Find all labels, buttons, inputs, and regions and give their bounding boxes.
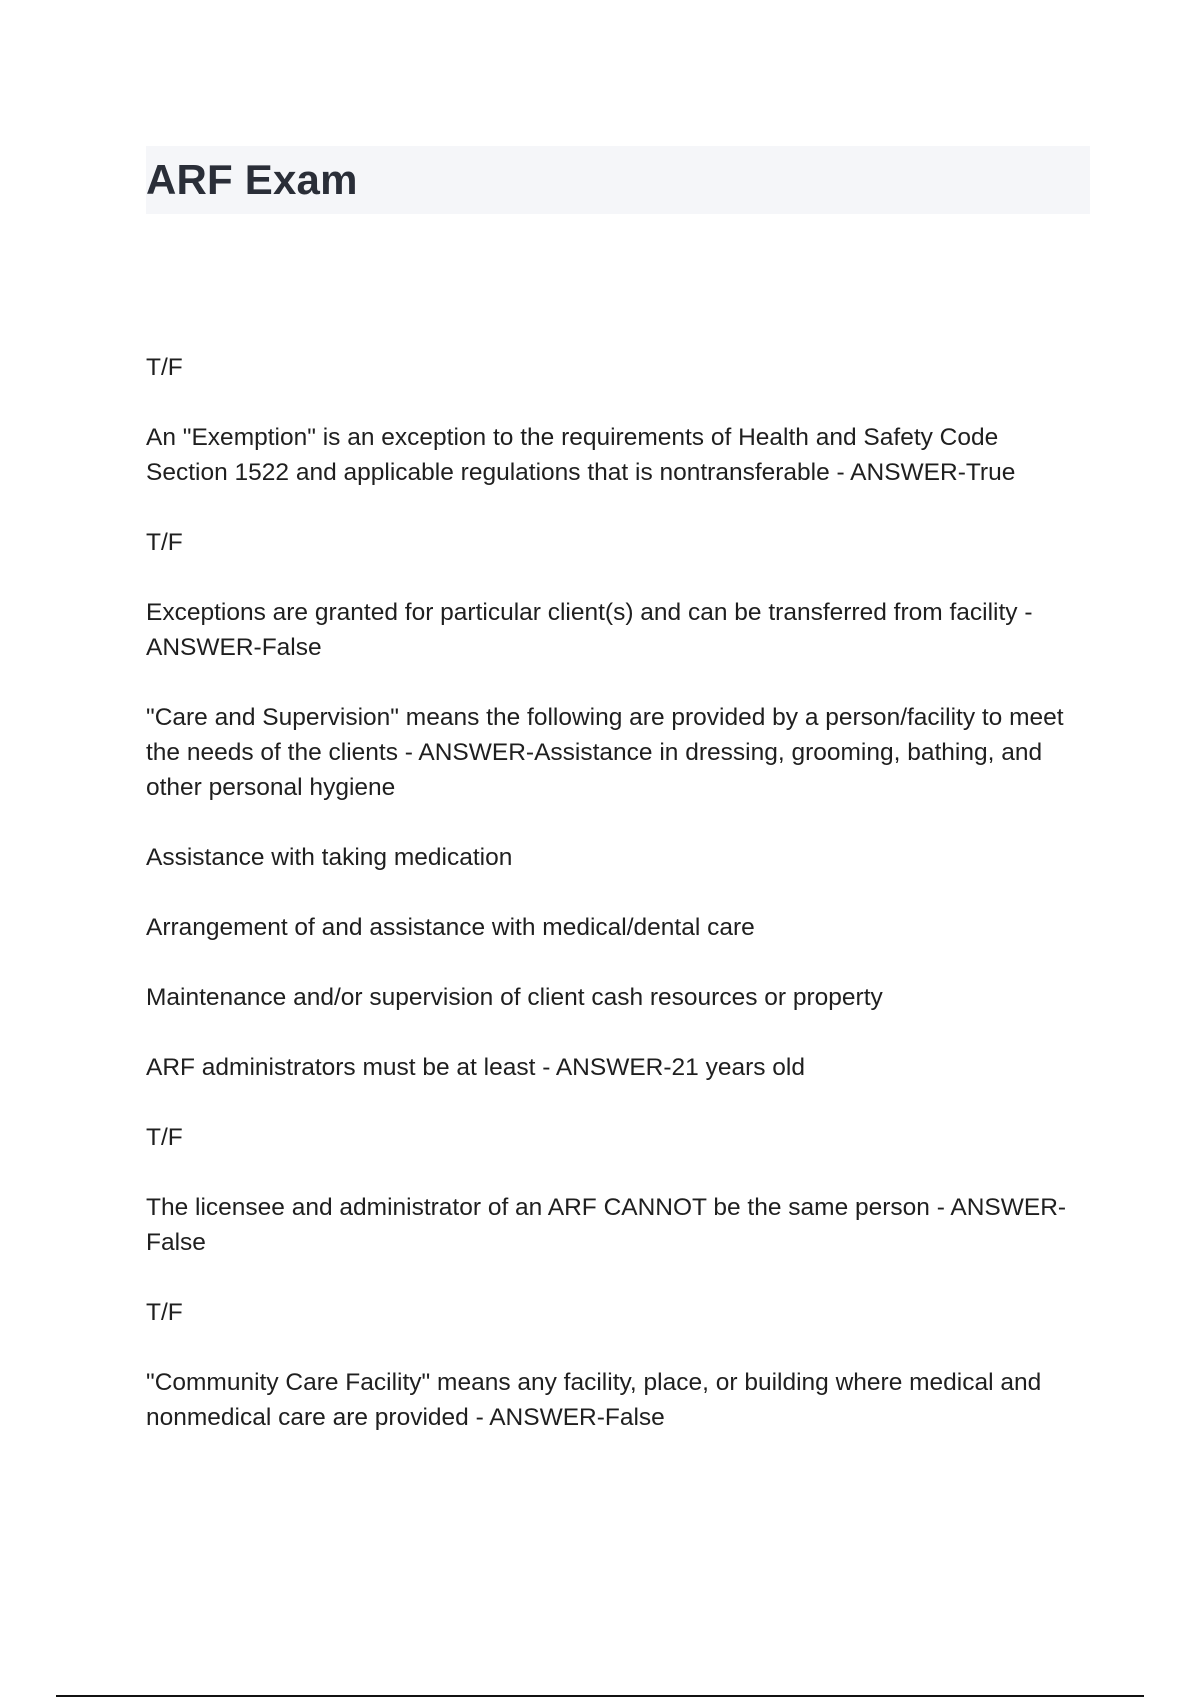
paragraph-community-care: "Community Care Facility" means any facility, place, or building where medical and nonmedical care are provided - ANSWER-False (146, 1369, 1042, 1431)
paragraph-tf-3: T/F (146, 1124, 183, 1151)
paragraph-care-supervision: "Care and Supervision" means the following are provided by a person/facility to meet the needs of the clients - ANSWER-Assistance in dressing, grooming, bathing, and other personal hygiene (146, 704, 1064, 801)
paragraph-licensee: The licensee and administrator of an ARF CANNOT be the same person - ANSWER-False (146, 1194, 1067, 1256)
title-band (146, 146, 1090, 214)
paragraph-tf-1: T/F (146, 354, 183, 381)
paragraph-exemption: An "Exemption" is an exception to the requirements of Health and Safety Code Section 1522 and applicable regulations that is nontransferable - ANSWER-True (146, 424, 1016, 486)
paragraph-exceptions: Exceptions are granted for particular client(s) and can be transferred from facility - ANSWER-False (146, 599, 1033, 661)
paragraph-tf-4: T/F (146, 1299, 183, 1326)
paragraph-medical-dental: Arrangement of and assistance with medical/dental care (146, 914, 755, 941)
paragraph-tf-2: T/F (146, 529, 183, 556)
paragraph-cash-resources: Maintenance and/or supervision of client cash resources or property (146, 984, 883, 1011)
page-title: ARF Exam (146, 156, 358, 203)
footer-divider (56, 1695, 1144, 1697)
document-body (146, 350, 1086, 1470)
paragraph-medication: Assistance with taking medication (146, 844, 513, 871)
paragraph-administrator-age: ARF administrators must be at least - ANSWER-21 years old (146, 1054, 805, 1081)
